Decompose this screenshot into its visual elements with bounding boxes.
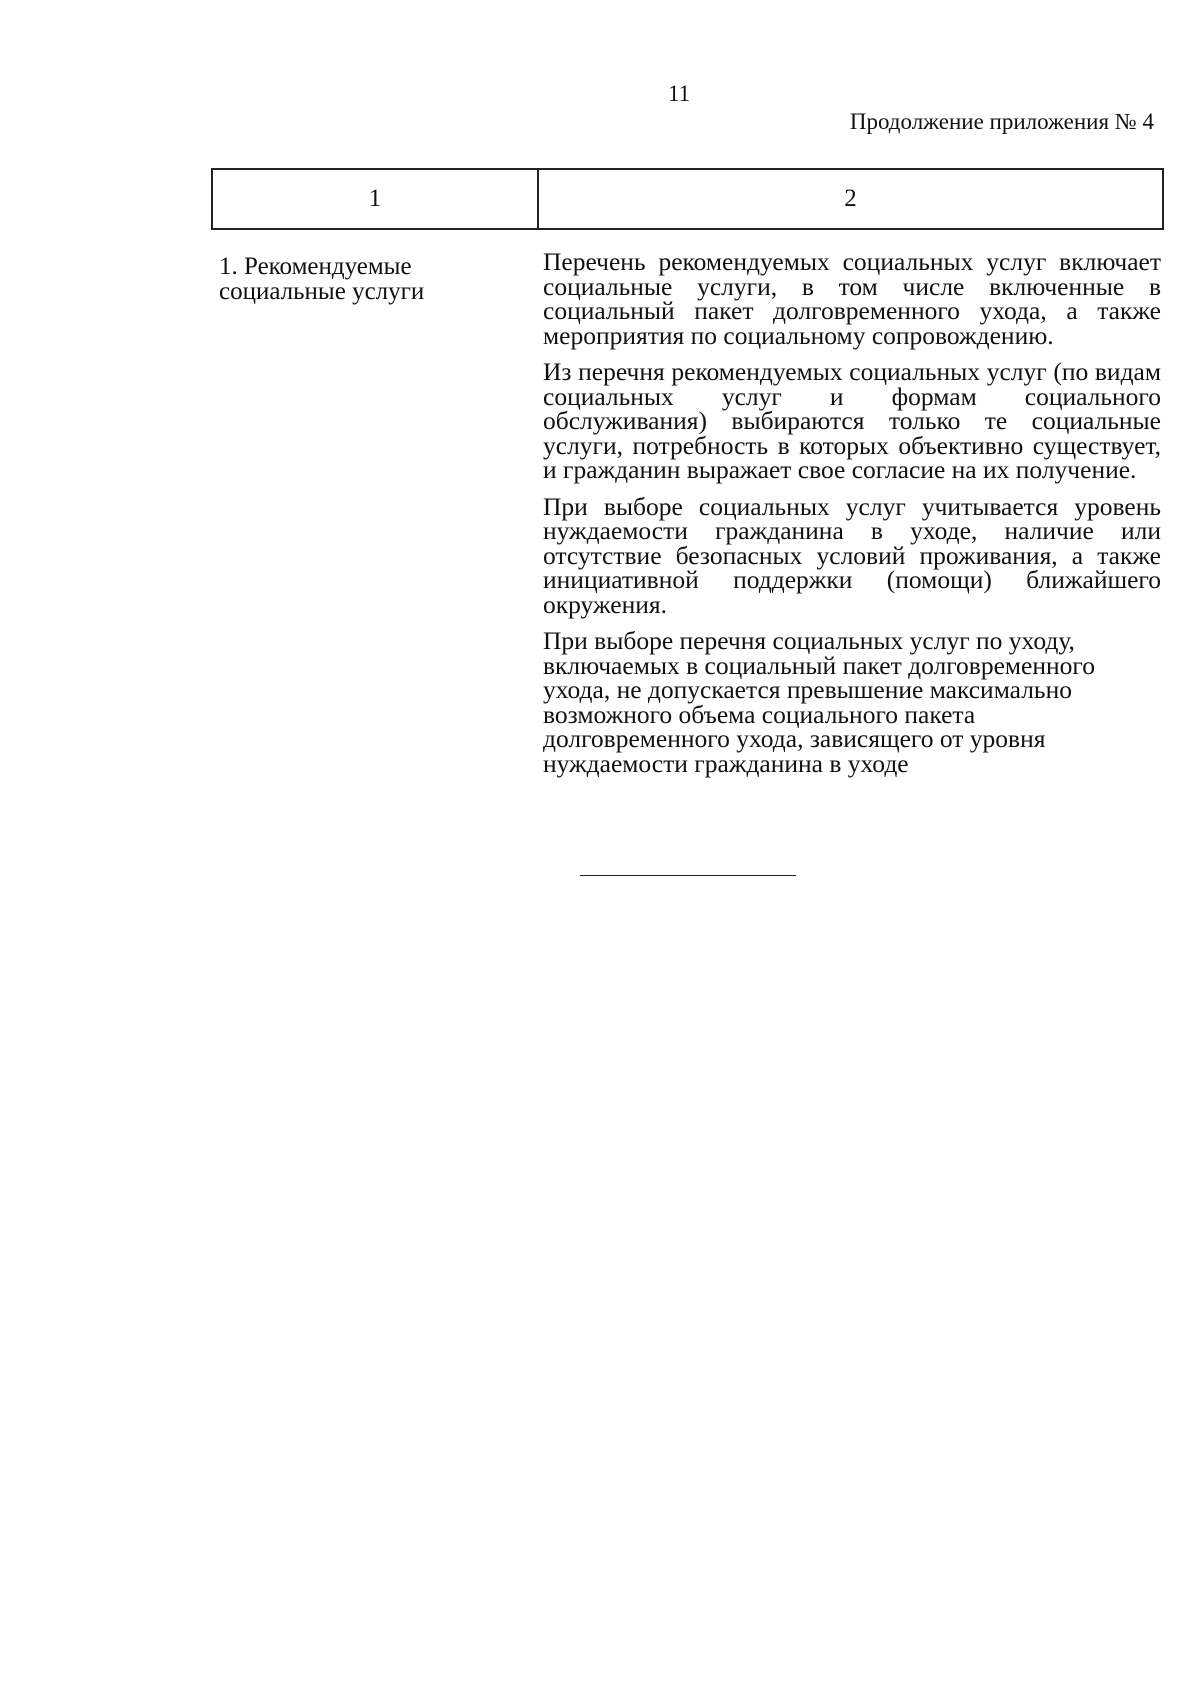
appendix-continuation-label: Продолжение приложения № 4 bbox=[849, 109, 1154, 134]
end-of-document-rule bbox=[580, 875, 796, 876]
column-number-2: 2 bbox=[844, 185, 857, 212]
page-number: 11 bbox=[668, 81, 691, 106]
column-number-1: 1 bbox=[213, 170, 539, 228]
row-label: 1. Рекомендуемые социальные услуги bbox=[219, 253, 425, 305]
description-paragraph: При выборе социальных услуг учитывается уровень нуждаемости гражданина в уходе, наличие или отсутствие безопасных условий проживания, а также инициативной поддержки (помощи) ближайшего окружения. bbox=[543, 491, 1161, 619]
description-paragraph: Перечень рекомендуемых социальных услуг включает социальные услуги, в том числе включенные в социальный пакет долговременного ухода, а также мероприятия по социальному сопровождению. bbox=[543, 247, 1161, 350]
row-description bbox=[543, 247, 1161, 778]
table-header-row bbox=[211, 168, 1164, 230]
description-paragraph: При выборе перечня социальных услуг по уходу, включаемых в социальный пакет долговременного ухода, не допускается превышение максимально возможного объема социального пакета долговременного ухода, зависящего от уровня нуждаемости гражданина в уходе bbox=[543, 626, 1095, 778]
description-paragraph: Из перечня рекомендуемых социальных услуг (по видам социальных услуг и формам социального обслуживания) выбираются только те социальные услуги, потребность в которых объективно существует, и гражданин выражает свое согласие на их получение. bbox=[543, 357, 1161, 484]
